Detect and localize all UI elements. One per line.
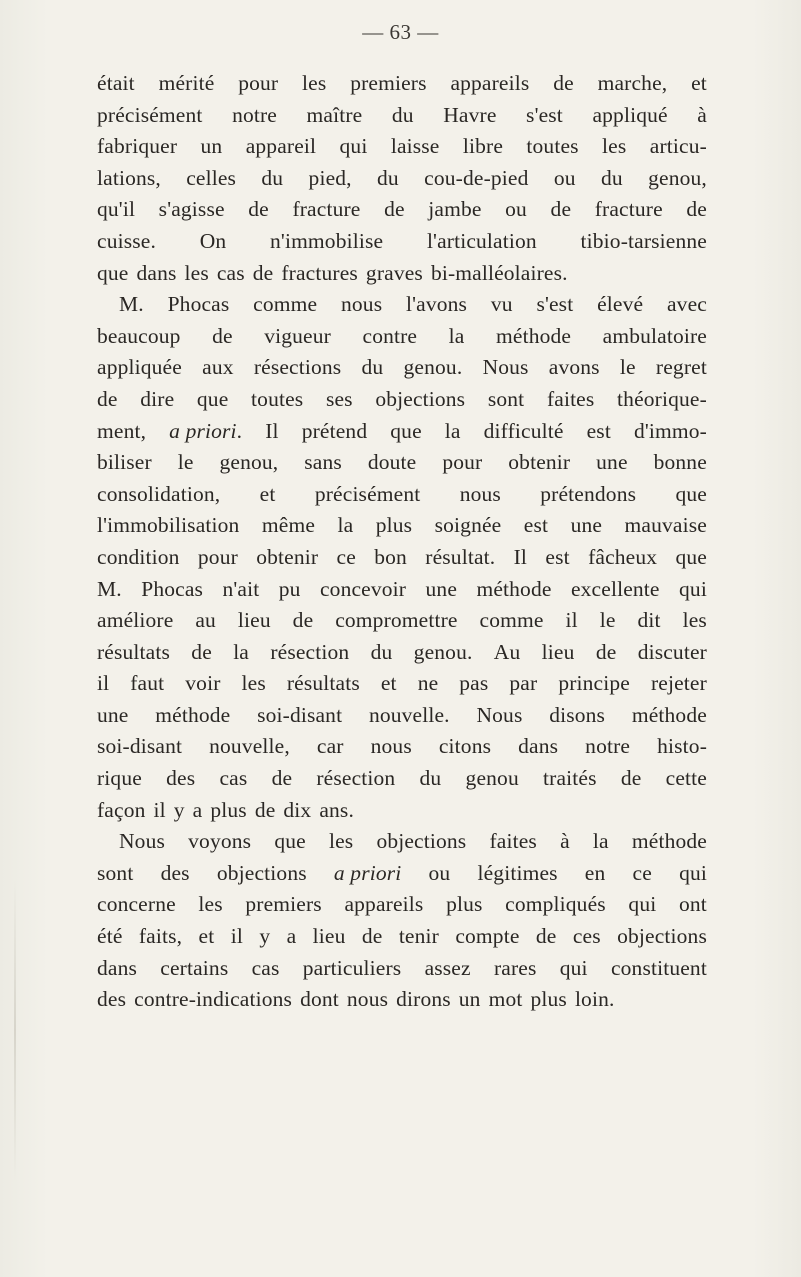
paragraph <box>97 68 707 289</box>
text-line: appliquée aux résections du genou. Nous avons le regret <box>97 355 707 380</box>
text-line: fabriquer un appareil qui laisse libre toutes les articu- <box>97 134 707 159</box>
text-line: qu'il s'agisse de fracture de jambe ou de fracture de <box>97 197 707 222</box>
text-line: M. Phocas n'ait pu concevoir une méthode excellente qui <box>97 576 707 601</box>
page-number: — 63 — <box>362 20 439 44</box>
text-line: sont des objections a priori ou légitimes en ce qui <box>97 860 707 885</box>
text-line: consolidation, et précisément nous prétendons que <box>97 481 707 506</box>
text-line: améliore au lieu de compromettre comme il le dit les <box>97 608 707 633</box>
text-line: résultats de la résection du genou. Au lieu de discuter <box>97 639 707 664</box>
paragraph <box>97 289 707 826</box>
text-line: cuisse. On n'immobilise l'articulation tibio-tarsienne <box>97 228 707 253</box>
text-line: lations, celles du pied, du cou-de-pied ou du genou, <box>97 165 707 190</box>
text-line: une méthode soi-disant nouvelle. Nous disons méthode <box>97 702 707 727</box>
text-line: dans certains cas particuliers assez rares qui constituent <box>97 955 707 980</box>
text-line: rique des cas de résection du genou traités de cette <box>97 766 707 791</box>
text-line: que dans les cas de fractures graves bi-malléolaires. <box>97 260 568 285</box>
text-line: beaucoup de vigueur contre la méthode ambulatoire <box>97 323 707 348</box>
page-shadow <box>14 880 16 1180</box>
text-line: été faits, et il y a lieu de tenir compte de ces objections <box>97 924 707 949</box>
text-line: concerne les premiers appareils plus compliqués qui ont <box>97 892 707 917</box>
text-line: façon il y a plus de dix ans. <box>97 797 354 822</box>
text-line: soi-disant nouvelle, car nous citons dans notre histo- <box>97 734 707 759</box>
text-line: des contre-indications dont nous dirons un mot plus loin. <box>97 987 615 1012</box>
text-line: biliser le genou, sans doute pour obtenir une bonne <box>97 450 707 475</box>
text-line: condition pour obtenir ce bon résultat. Il est fâcheux que <box>97 544 707 569</box>
text-line: M. Phocas comme nous l'avons vu s'est élevé avec <box>119 292 707 317</box>
body-text <box>97 68 707 1016</box>
text-line: l'immobilisation même la plus soignée est une mauvaise <box>97 513 707 538</box>
text-line: était mérité pour les premiers appareils de marche, et <box>97 71 707 95</box>
text-line: ment, a priori. Il prétend que la difficulté est d'immo- <box>97 418 707 443</box>
text-line: précisément notre maître du Havre s'est appliqué à <box>97 102 707 127</box>
text-line: de dire que toutes ses objections sont faites théorique- <box>97 386 707 411</box>
paragraph <box>97 826 707 1016</box>
text-line: il faut voir les résultats et ne pas par principe rejeter <box>97 671 707 696</box>
text-line: Nous voyons que les objections faites à la méthode <box>119 829 707 854</box>
